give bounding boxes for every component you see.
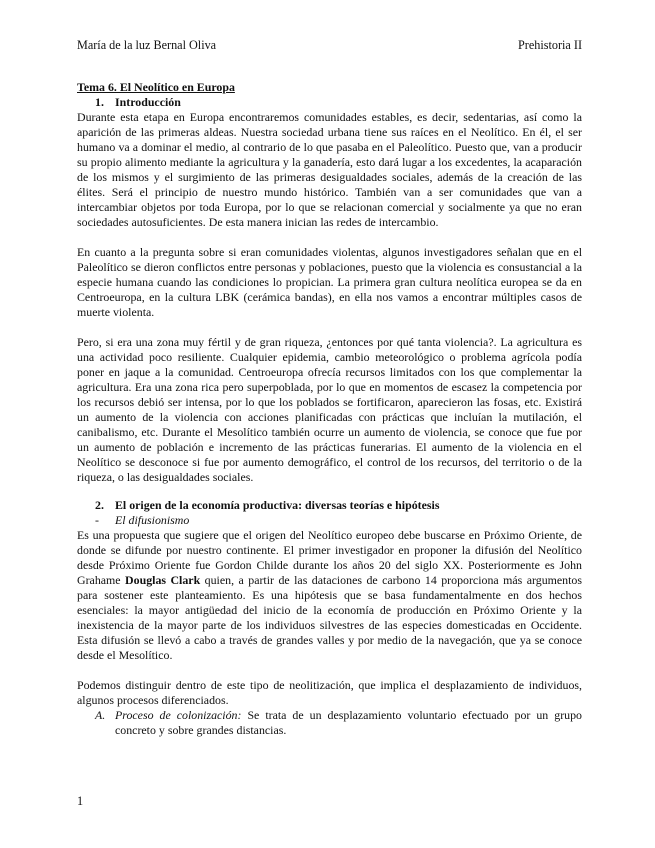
subsection-title: El difusionismo — [115, 513, 190, 527]
section-title: Introducción — [115, 95, 181, 109]
paragraph: Pero, si era una zona muy fértil y de gran riqueza, ¿entonces por qué tanta violencia?. La agricultura es una actividad poco resiliente. Cualquier epidemia, cambio meteorológico o problema agrícola podía poner en jaque a la comunidad. Centroeuropa ofrecía recursos limitados con los que complementar la agricultura. Era una zona rica pero superpoblada, por lo que en momentos de escasez la competencia por los recursos debió ser intensa, por lo que los poblados se fortificaron, aparecieron las fosas, etc. Existirá un aumento de la violencia con acciones planificadas con prácticas que incluían la mutilación, el canibalismo, etc. Durante el Mesolítico también ocurre un aumento de violencia, se conoce que fue por un aumento de población e incremento de las prácticas funerarias. El aumento de la violencia en el Neolítico se desconoce si fue por aumento demográfico, el control de los recursos, del territorio o de la riqueza, o las desigualdades sociales. — [77, 335, 582, 484]
header-author: María de la luz Bernal Oliva — [77, 38, 217, 52]
paragraph-text: Es una propuesta que sugiere que el origen del Neolítico europeo debe buscarse en Próximo Oriente, de donde se difunde por nuestro continente. El primer investigador en proponer la difusión del Neolítico desde Próximo Oriente fue Gordon Childe durante los años 20 del siglo XX. Posteriormente es John Grahame — [77, 528, 582, 587]
list-item-label: A. — [95, 708, 106, 722]
list-item-title: Proceso de colonización: — [115, 708, 242, 722]
document-title: Tema 6. El Neolítico en Europa — [77, 80, 235, 94]
section-title: El origen de la economía productiva: diversas teorías e hipótesis — [115, 498, 440, 512]
paragraph: En cuanto a la pregunta sobre si eran comunidades violentas, algunos investigadores señalan que en el Paleolítico se dieron conflictos entre personas y poblaciones, puesto que la violencia es consustancial a la especie humana cuando las condiciones lo propician. La primera gran cultura neolítica europea se da en Centroeuropa, en la cultura LBK (cerámica bandas), en ella nos vamos a encontrar múltiples casos de muerte violenta. — [77, 245, 582, 319]
page-number: 1 — [77, 794, 84, 808]
list-item — [77, 708, 582, 738]
paragraph-text: quien, a partir de las dataciones de carbono 14 proporciona más argumentos para sostener este planteamiento. Es una hipótesis que se basa fundamentalmente en dos hechos esenciales: la mayor antigüedad del inicio de la economía de producción en Próximo Oriente y la inexistencia de la mayor parte de los individuos silvestres de las especies domesticadas en Occidente. Esta difusión se llevó a cabo a través de grandes valles y por medio de la navegación, que ya se conoce desde el Mesolítico. — [77, 573, 583, 662]
paragraph-bold-name: Douglas Clark — [125, 573, 201, 587]
paragraph: Podemos distinguir dentro de este tipo de neolitización, que implica el desplazamiento de individuos, algunos procesos diferenciados. — [77, 678, 582, 707]
page-header — [77, 38, 582, 54]
list-item-text: Se trata de un desplazamiento voluntario efectuado por un grupo concreto y sobre grandes distancias. — [115, 708, 582, 737]
section-number: 1. — [95, 95, 104, 109]
list-item-body — [115, 708, 582, 738]
paragraph: Durante esta etapa en Europa encontraremos comunidades estables, es decir, sedentarias, así como la aparición de las primeras aldeas. Nuestra sociedad urbana tiene sus raíces en el Neolítico. En él, el ser humano va a dominar el medio, al contrario de lo que pasaba en el Paleolítico. Puesto que, van a producir su propio alimento mediante la agricultura y la ganadería, esto dará lugar a los excedentes, la acaparación de los mismos y el surgimiento de las primeras desigualdades sociales, además de la creación de las élites. Será el principio de nuestro mundo histórico. También van a ser comunidades que van a intercambiar objetos por toda Europa, por lo que se relacionan comercial y socialmente ya que no eran sociedades autosuficientes. De esta manera inician las redes de intercambio. — [77, 110, 582, 229]
section-heading-introduccion — [77, 95, 582, 110]
subsection-dash: - — [95, 513, 99, 527]
section-heading-origen — [77, 498, 582, 513]
section-number: 2. — [95, 498, 104, 512]
subsection-heading — [77, 513, 582, 528]
paragraph — [77, 528, 582, 663]
header-subject: Prehistoria II — [518, 38, 582, 52]
document-body — [77, 80, 582, 738]
